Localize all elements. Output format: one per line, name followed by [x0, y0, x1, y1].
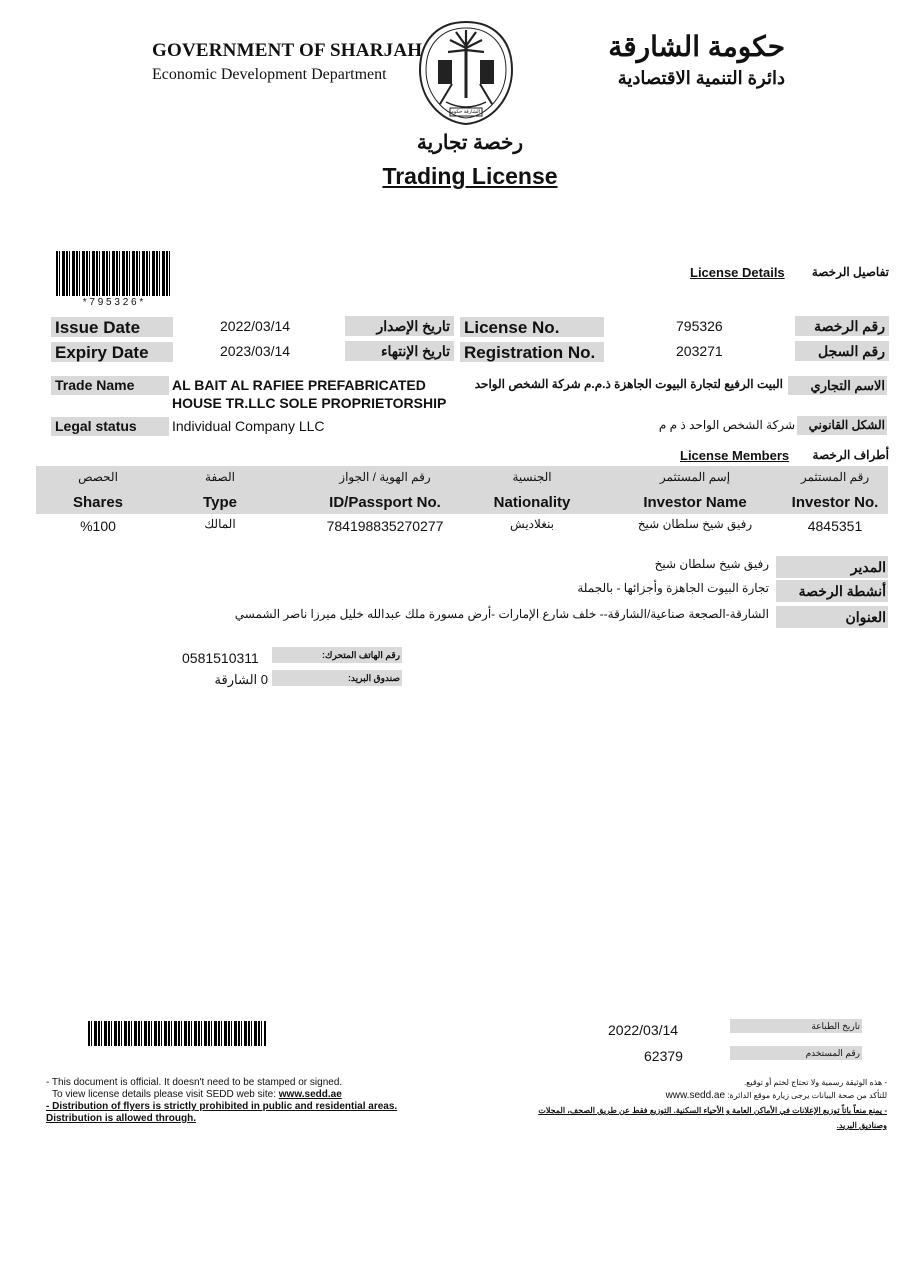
col-nationality-ar: الجنسية	[512, 470, 552, 484]
license-details-heading-ar: تفاصيل الرخصة	[811, 265, 889, 279]
member-nationality: بنغلاديش	[510, 517, 554, 531]
col-nationality-en: Nationality	[493, 494, 571, 511]
trade-name-line2: HOUSE TR.LLC SOLE PROPRIETORSHIP	[172, 395, 447, 411]
footer-en-line1: - This document is official. It doesn't need to be stamped or signed.	[46, 1077, 343, 1088]
col-name-en: Investor Name	[643, 494, 747, 511]
barcode-bottom	[88, 1021, 266, 1046]
activities-label: أنشطة الرخصة	[776, 580, 888, 602]
legal-status-ar-value: شركة الشخص الواحد ذ م م	[658, 418, 795, 432]
col-id-en: ID/Passport No.	[329, 494, 441, 511]
footer-en-site[interactable]: www.sedd.ae	[278, 1089, 342, 1100]
license-members-heading-en: License Members	[680, 448, 790, 463]
issue-date-ar-label: تاريخ الإصدار	[345, 316, 454, 336]
col-id-ar: رقم الهوية / الجواز	[339, 470, 431, 484]
dept-title-en: Economic Development Department	[152, 66, 387, 83]
pobox-label: صندوق البريد:	[272, 670, 402, 686]
user-no-label: رقم المستخدم	[730, 1046, 862, 1060]
col-type-ar: الصفة	[205, 470, 235, 484]
license-no-label: License No.	[460, 317, 604, 337]
barcode-top-text: * 7 9 5 3 2 6 *	[82, 297, 144, 308]
issue-date-label: Issue Date	[51, 317, 173, 337]
footer-ar-site[interactable]: www.sedd.ae	[665, 1090, 726, 1101]
print-date-value: 2022/03/14	[608, 1022, 679, 1038]
title-en: Trading License	[382, 163, 558, 189]
license-members-heading-ar: أطراف الرخصة	[812, 448, 889, 462]
col-investor-no-en: Investor No.	[791, 494, 879, 511]
mobile-value: 0581510311	[182, 650, 259, 666]
footer-en-line2	[52, 1089, 342, 1100]
emblem-text: الشارقة حكومة	[448, 109, 480, 115]
registration-no-ar-label: رقم السجل	[795, 341, 889, 361]
expiry-date-label: Expiry Date	[51, 342, 173, 362]
footer-en-line4: Distribution is allowed through.	[46, 1113, 196, 1124]
member-investor-no: 4845351	[807, 518, 863, 534]
col-investor-no-ar: رقم المستثمر	[800, 470, 870, 484]
expiry-date-value: 2023/03/14	[220, 343, 291, 359]
barcode-top	[56, 251, 170, 296]
footer-en-line3: - Distribution of flyers is strictly prohibited in public and residential areas.	[46, 1101, 398, 1112]
footer-ar-line3: - يمنع منعاً باتاً توزيع الإعلانات في الأماكن العامة و الأحياء السكنية. التوزيع فقط عن طريق الصحف، المجلات	[538, 1106, 887, 1115]
member-id: 784198835270277	[326, 518, 444, 534]
license-details-heading-en: License Details	[690, 265, 785, 280]
legal-status-label: Legal status	[51, 417, 169, 436]
trade-name-label: Trade Name	[51, 376, 169, 395]
col-type-en: Type	[203, 494, 237, 511]
manager-label: المدير	[776, 556, 888, 578]
legal-status-value: Individual Company LLC	[172, 418, 325, 434]
dept-title-ar: دائرة التنمية الاقتصادية	[617, 68, 785, 88]
activities-value: تجارة البيوت الجاهزة وأجزائها - بالجملة	[577, 581, 769, 595]
issue-date-value: 2022/03/14	[220, 318, 291, 334]
license-no-ar-label: رقم الرخصة	[795, 316, 889, 336]
gov-title-ar: حكومة الشارقة	[608, 31, 785, 62]
footer-ar-line2-text: للتأكد من صحة البيانات يرجى زيارة موقع الدائرة:	[727, 1091, 887, 1100]
user-no-value: 62379	[644, 1048, 683, 1064]
sharjah-emblem	[416, 18, 516, 128]
col-shares-en: Shares	[72, 494, 124, 511]
print-date-label: تاريخ الطباعة	[730, 1019, 862, 1033]
mobile-label: رقم الهاتف المتحرك:	[272, 647, 402, 663]
legal-status-ar-label: الشكل القانوني	[797, 416, 887, 435]
trade-name-ar-value: البيت الرفيع لتجارة البيوت الجاهزة ذ.م.م شركة الشخص الواحد	[474, 377, 783, 391]
registration-no-label: Registration No.	[460, 342, 604, 362]
expiry-date-ar-label: تاريخ الإنتهاء	[345, 341, 454, 361]
registration-no-value: 203271	[676, 343, 723, 359]
title-ar: رخصة تجارية	[416, 132, 524, 154]
footer-ar-line1: - هذه الوثيقة رسمية ولا تحتاج لختم أو توقيع.	[743, 1078, 887, 1087]
col-shares-ar: الحصص	[78, 470, 118, 484]
pobox-value: 0 الشارقة	[214, 672, 268, 687]
trade-name-line1: AL BAIT AL RAFIEE PREFABRICATED	[172, 377, 426, 393]
member-type: المالك	[204, 517, 236, 531]
gov-title-en: GOVERNMENT OF SHARJAH	[152, 40, 423, 61]
footer-ar-line4: وصناديق البريد.	[836, 1121, 887, 1130]
license-no-value: 795326	[676, 318, 723, 334]
footer-ar-line2	[666, 1090, 887, 1101]
address-value: الشارقة-الصجعة صناعية/الشارقة-- خلف شارع الإمارات -أرض مسورة ملك عبدالله خليل ميرزا ناصر الشمسي	[234, 607, 769, 621]
address-label: العنوان	[776, 606, 888, 628]
member-name: رفيق شيخ سلطان شيخ	[637, 517, 753, 531]
member-shares: %100	[80, 518, 116, 534]
col-name-ar: إسم المستثمر	[659, 470, 731, 484]
footer-en-line2-prefix: To view license details please visit SEDD web site:	[52, 1089, 279, 1100]
manager-value: رفيق شيخ سلطان شيخ	[654, 557, 769, 571]
trade-name-ar-label: الاسم التجاري	[788, 376, 887, 395]
